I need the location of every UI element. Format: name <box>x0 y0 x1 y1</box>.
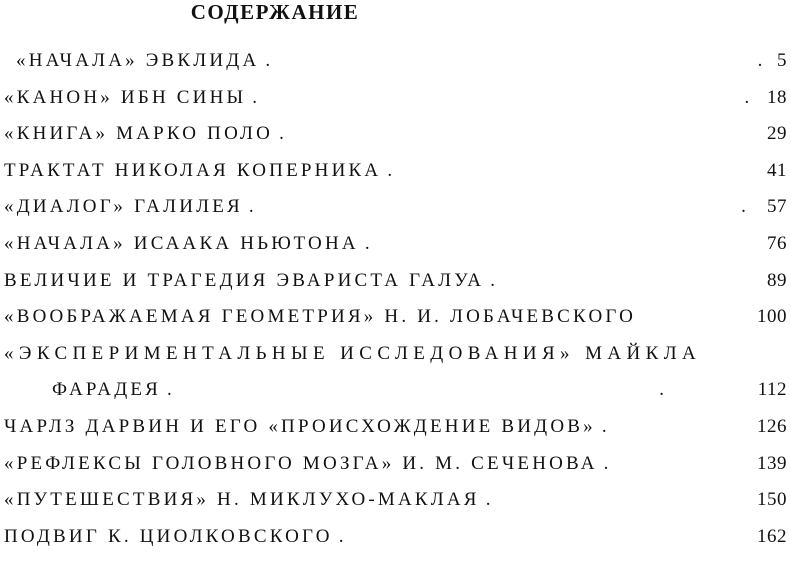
contents-heading: СОДЕРЖАНИЕ <box>190 0 360 24</box>
toc-entry <box>0 306 791 343</box>
toc-entry-page: 89 <box>767 269 787 291</box>
dot-leader <box>243 196 767 218</box>
toc-entry-page: 150 <box>757 489 787 511</box>
toc-entry <box>0 196 791 233</box>
toc-entry-page: 126 <box>757 415 787 437</box>
toc-entry-page: 5 <box>777 50 787 71</box>
toc-entry-page: 162 <box>757 525 787 547</box>
toc-entry <box>0 453 791 490</box>
dot-leader <box>246 87 767 109</box>
toc-entry-page: 76 <box>767 232 787 254</box>
toc-entry-page: 112 <box>757 379 787 401</box>
toc-entry-title: ВЕЛИЧИЕ И ТРАГЕДИЯ ЭВАРИСТА ГАЛУА <box>4 269 485 291</box>
toc-entry-title: ЧАРЛЗ ДАРВИН И ЕГО «ПРОИСХОЖДЕНИЕ ВИДОВ» <box>4 415 596 437</box>
toc-entry-page: 18 <box>767 86 787 108</box>
toc-entry-page: 57 <box>767 196 787 218</box>
toc-entry-title: «КАНОН» ИБН СИНЫ <box>4 86 247 108</box>
toc-entry <box>0 160 791 197</box>
toc-entry <box>0 379 791 416</box>
dot-leader <box>381 160 767 182</box>
toc-entry-title: «НАЧАЛА» ЭВКЛИДА <box>16 50 260 71</box>
toc-entry <box>0 50 791 87</box>
dot-leader <box>161 379 758 401</box>
toc-entry-title: ТРАКТАТ НИКОЛАЯ КОПЕРНИКА <box>4 159 382 181</box>
toc-entry <box>0 416 791 453</box>
dot-leader <box>596 416 757 438</box>
toc-entry-page: 100 <box>757 306 787 328</box>
table-of-contents <box>0 50 791 562</box>
toc-entry-title: «КНИГА» МАРКО ПОЛО <box>4 123 274 145</box>
toc-entry-title: «ПУТЕШЕСТВИЯ» Н. МИКЛУХО-МАКЛАЯ <box>4 489 480 511</box>
toc-entry <box>0 123 791 160</box>
dot-leader <box>259 50 777 72</box>
toc-entry-page: 41 <box>767 159 787 181</box>
toc-entry-title: ПОДВИГ К. ЦИОЛКОВСКОГО <box>4 525 333 547</box>
toc-entry-title: «НАЧАЛА» ИСААКА НЬЮТОНА <box>4 232 359 254</box>
dot-leader <box>359 233 767 255</box>
toc-entry-title: «РЕФЛЕКСЫ ГОЛОВНОГО МОЗГА» И. М. СЕЧЕНОВА <box>4 452 598 474</box>
toc-entry-title: ФАРАДЕЯ <box>52 379 162 401</box>
toc-entry-title: «ДИАЛОГ» ГАЛИЛЕЯ <box>4 196 243 218</box>
toc-entry-page: 139 <box>757 452 787 474</box>
toc-entry-page: 29 <box>767 123 787 145</box>
toc-entry-title: «ВООБРАЖАЕМАЯ ГЕОМЕТРИЯ» Н. И. ЛОБАЧЕВСКОГО <box>4 306 636 328</box>
dot-leader <box>598 453 757 475</box>
dot-leader <box>333 526 757 548</box>
toc-entry <box>0 87 791 124</box>
dot-leader <box>484 270 767 292</box>
dot-leader <box>273 123 767 145</box>
toc-entry <box>0 233 791 270</box>
toc-entry <box>0 526 791 562</box>
toc-entry-title: «ЭКСПЕРИМЕНТАЛЬНЫЕ ИССЛЕДОВАНИЯ» МАЙКЛА <box>4 342 702 364</box>
dot-leader <box>480 489 757 511</box>
toc-entry <box>0 489 791 526</box>
toc-entry <box>0 270 791 307</box>
toc-entry <box>0 343 791 380</box>
